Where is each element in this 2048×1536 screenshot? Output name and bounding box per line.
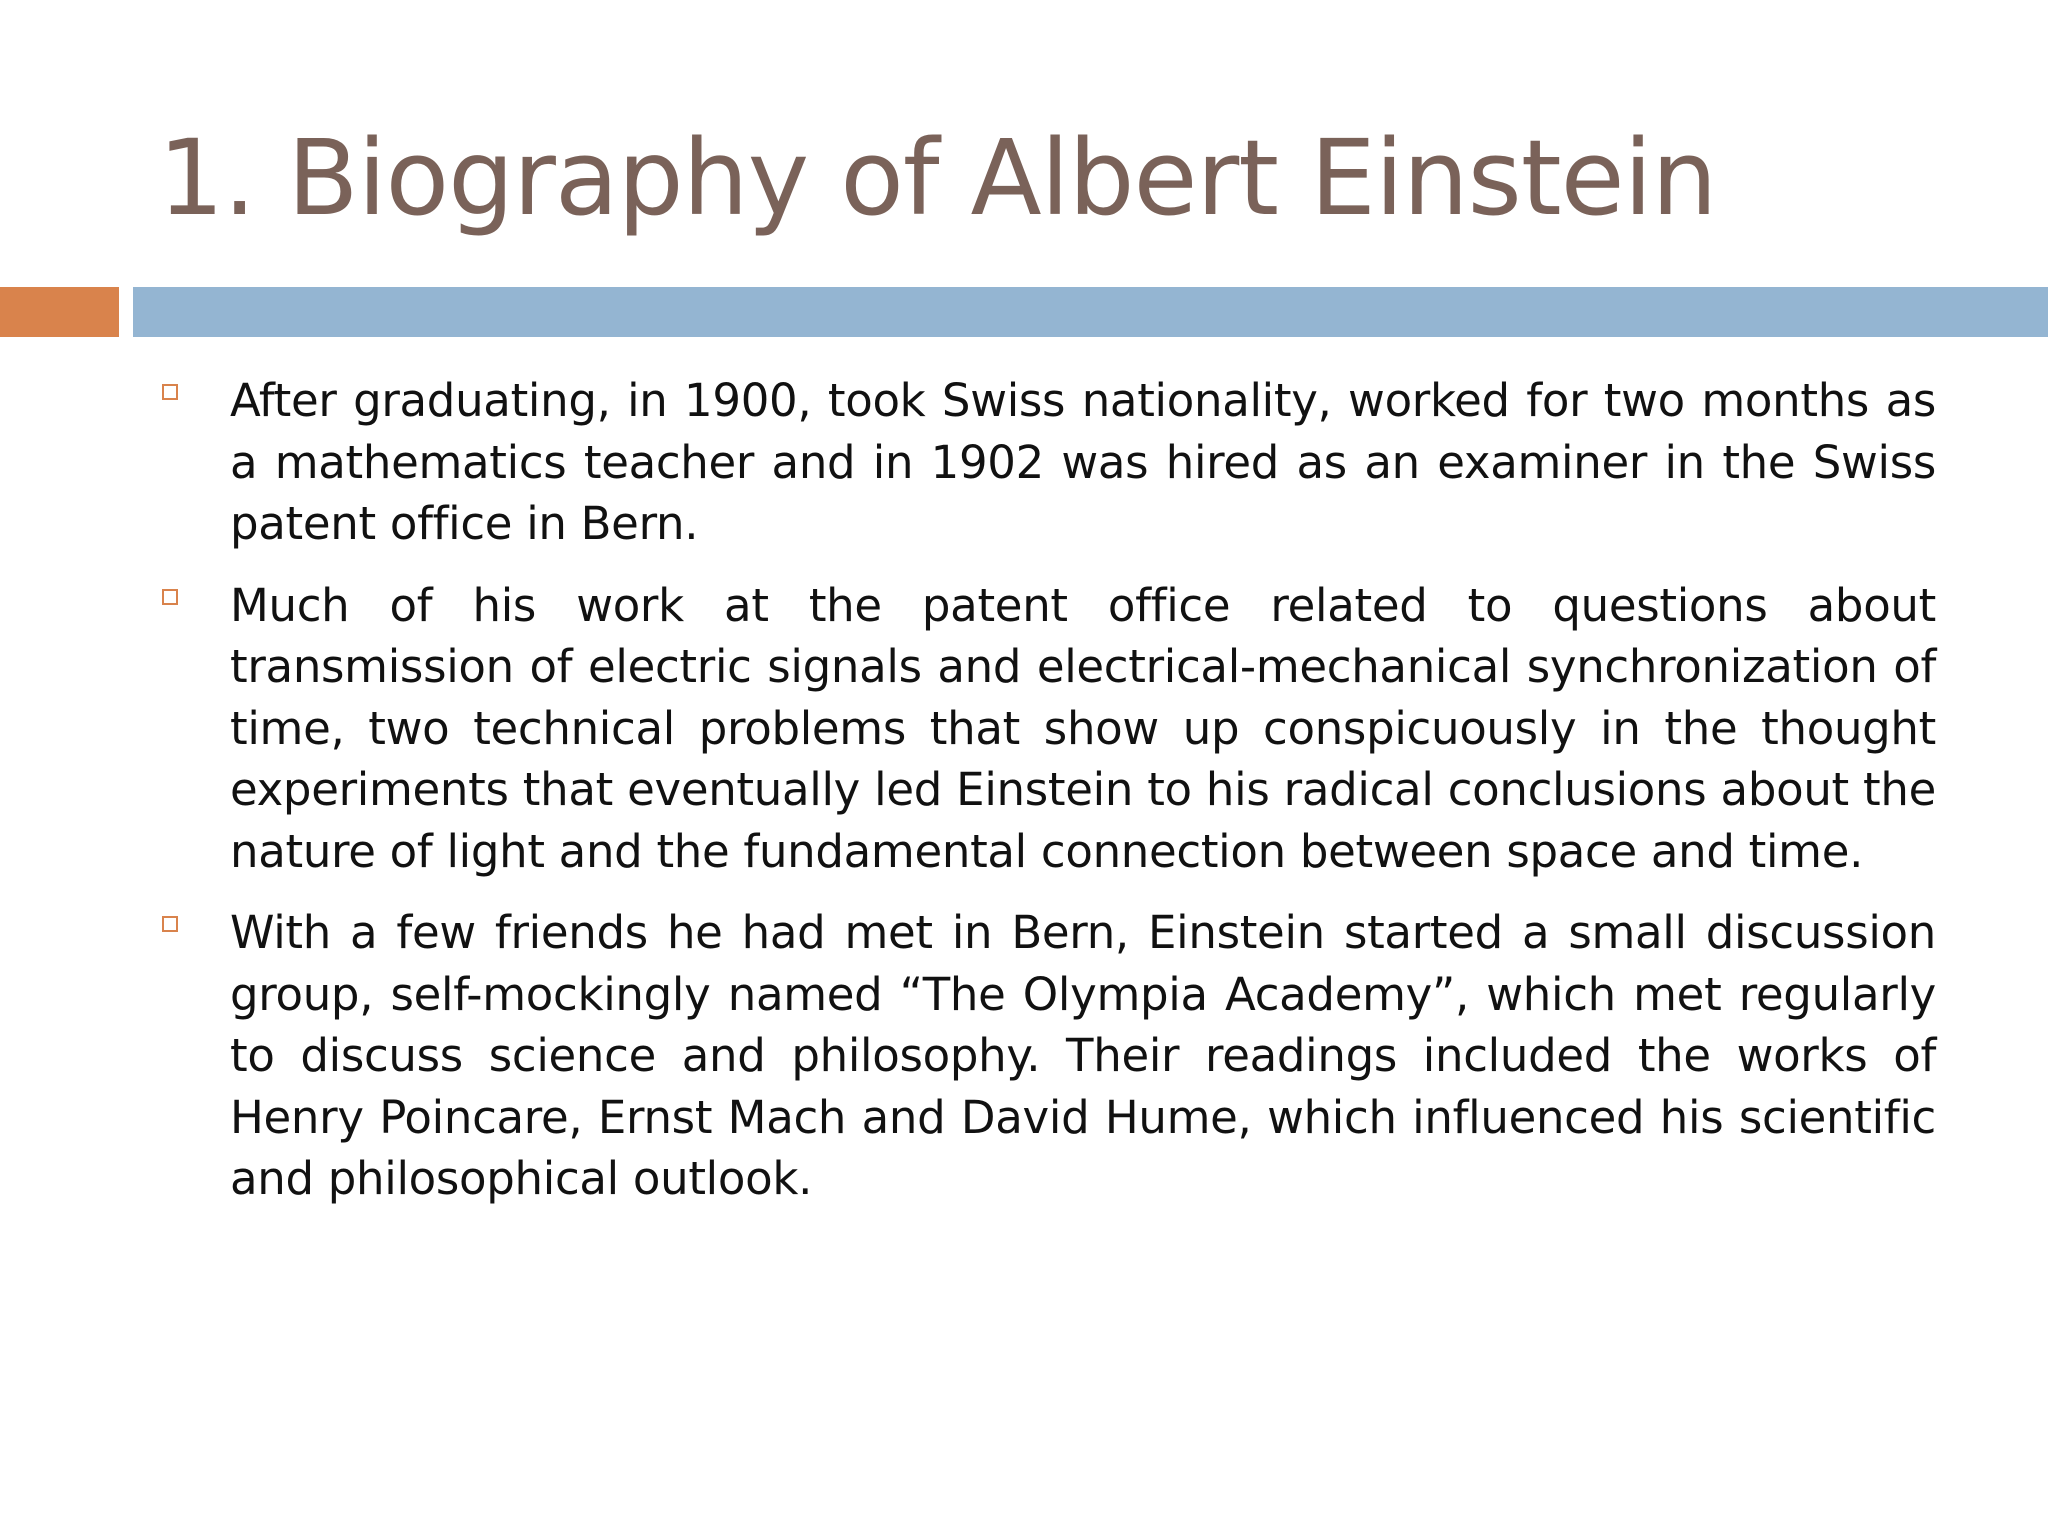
bullet-item	[158, 575, 1936, 883]
bullet-item	[158, 370, 1936, 555]
bullet-text: With a few friends he had met in Bern, Einstein started a small discussion group, self-mockingly named “The Olympia Academy”, which met regularly to discuss science and philosophy. Their readings included the works of Henry Poincare, Ernst Mach and David Hume, which influenced his scientific and philosophical outlook.	[230, 906, 1936, 1205]
bullet-text: After graduating, in 1900, took Swiss nationality, worked for two months as a mathematics teacher and in 1902 was hired as an examiner in the Swiss patent office in Bern.	[230, 374, 1936, 550]
bullet-text: Much of his work at the patent office related to questions about transmission of electric signals and electrical-mechanical synchronization of time, two technical problems that show up conspicuously in the thought experiments that eventually led Einstein to his radical conclusions about the nature of light and the fundamental connection between space and time.	[230, 578, 1936, 878]
accent-bar	[0, 287, 119, 337]
slide-title: 1. Biography of Albert Einstein	[158, 117, 1717, 239]
bullet-item	[158, 902, 1936, 1210]
bullet-list	[158, 370, 1936, 1230]
title-divider-bar	[133, 287, 2048, 337]
square-bullet-icon	[162, 589, 178, 605]
square-bullet-icon	[162, 916, 178, 932]
square-bullet-icon	[162, 384, 178, 400]
